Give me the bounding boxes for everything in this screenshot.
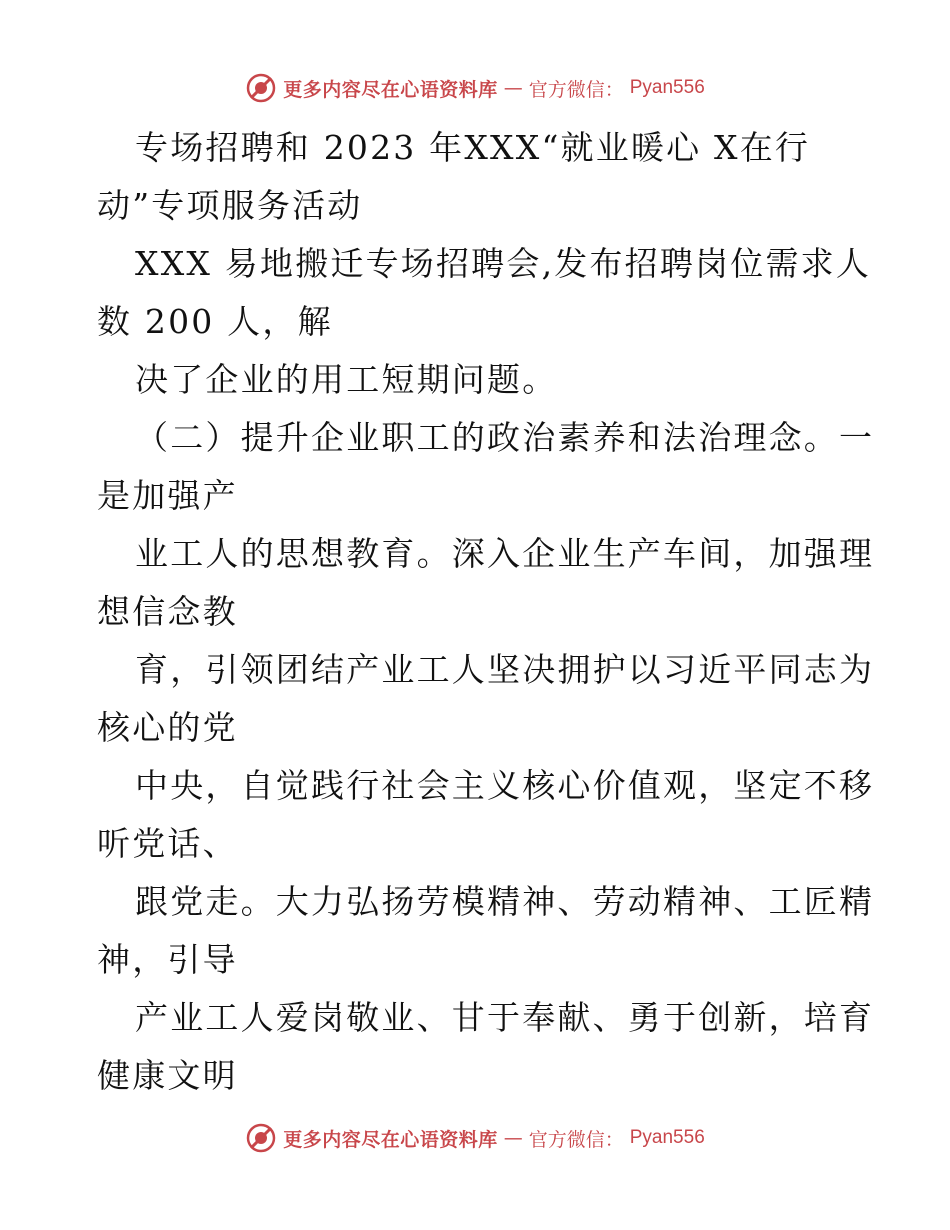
- footer-banner-text: 更多内容尽在心语资料库: [283, 1128, 498, 1151]
- footer-banner-wechat-id: Pyan556: [629, 1127, 705, 1148]
- body-line: 产业工人爱岗敬业、甘于奉献、勇于创新，培育: [135, 998, 875, 1037]
- body-line: 健康文明: [97, 1056, 238, 1095]
- body-line: XXX 易地搬迁专场招聘会,发布招聘岗位需求人: [135, 244, 872, 283]
- body-line: 专场招聘和 2023 年XXX“就业暖心 X在行: [135, 128, 811, 167]
- body-line: 想信念教: [97, 592, 238, 631]
- body-line: 跟党走。大力弘扬劳模精神、劳动精神、工匠精: [135, 882, 875, 921]
- logo-icon: [245, 72, 277, 104]
- header-banner: [0, 72, 950, 104]
- body-line: 业工人的思想教育。深入企业生产车间，加强理: [135, 534, 875, 573]
- header-banner-text: 更多内容尽在心语资料库: [283, 78, 498, 101]
- body-line: （二）提升企业职工的政治素养和法治理念。一: [135, 418, 875, 457]
- footer-banner: [0, 1122, 950, 1154]
- header-banner-wechat-label: 官方微信：: [528, 78, 624, 101]
- body-line: 决了企业的用工短期问题。: [135, 360, 558, 399]
- body-line: 育，引领团结产业工人坚决拥护以习近平同志为: [135, 650, 875, 689]
- body-line: 神，引导: [97, 940, 238, 979]
- body-line: 是加强产: [97, 476, 238, 515]
- header-banner-wechat-id: Pyan556: [629, 77, 705, 98]
- body-line: 数 200 人，解: [97, 302, 333, 341]
- logo-icon: [245, 1122, 277, 1154]
- footer-banner-separator: —: [503, 1127, 523, 1149]
- footer-banner-wechat-label: 官方微信：: [528, 1128, 624, 1151]
- body-line: 动”专项服务活动: [97, 186, 363, 225]
- body-line: 听党话、: [97, 824, 238, 863]
- header-banner-separator: —: [503, 77, 523, 99]
- body-line: 核心的党: [97, 708, 238, 747]
- body-line: 中央，自觉践行社会主义核心价值观，坚定不移: [135, 766, 875, 805]
